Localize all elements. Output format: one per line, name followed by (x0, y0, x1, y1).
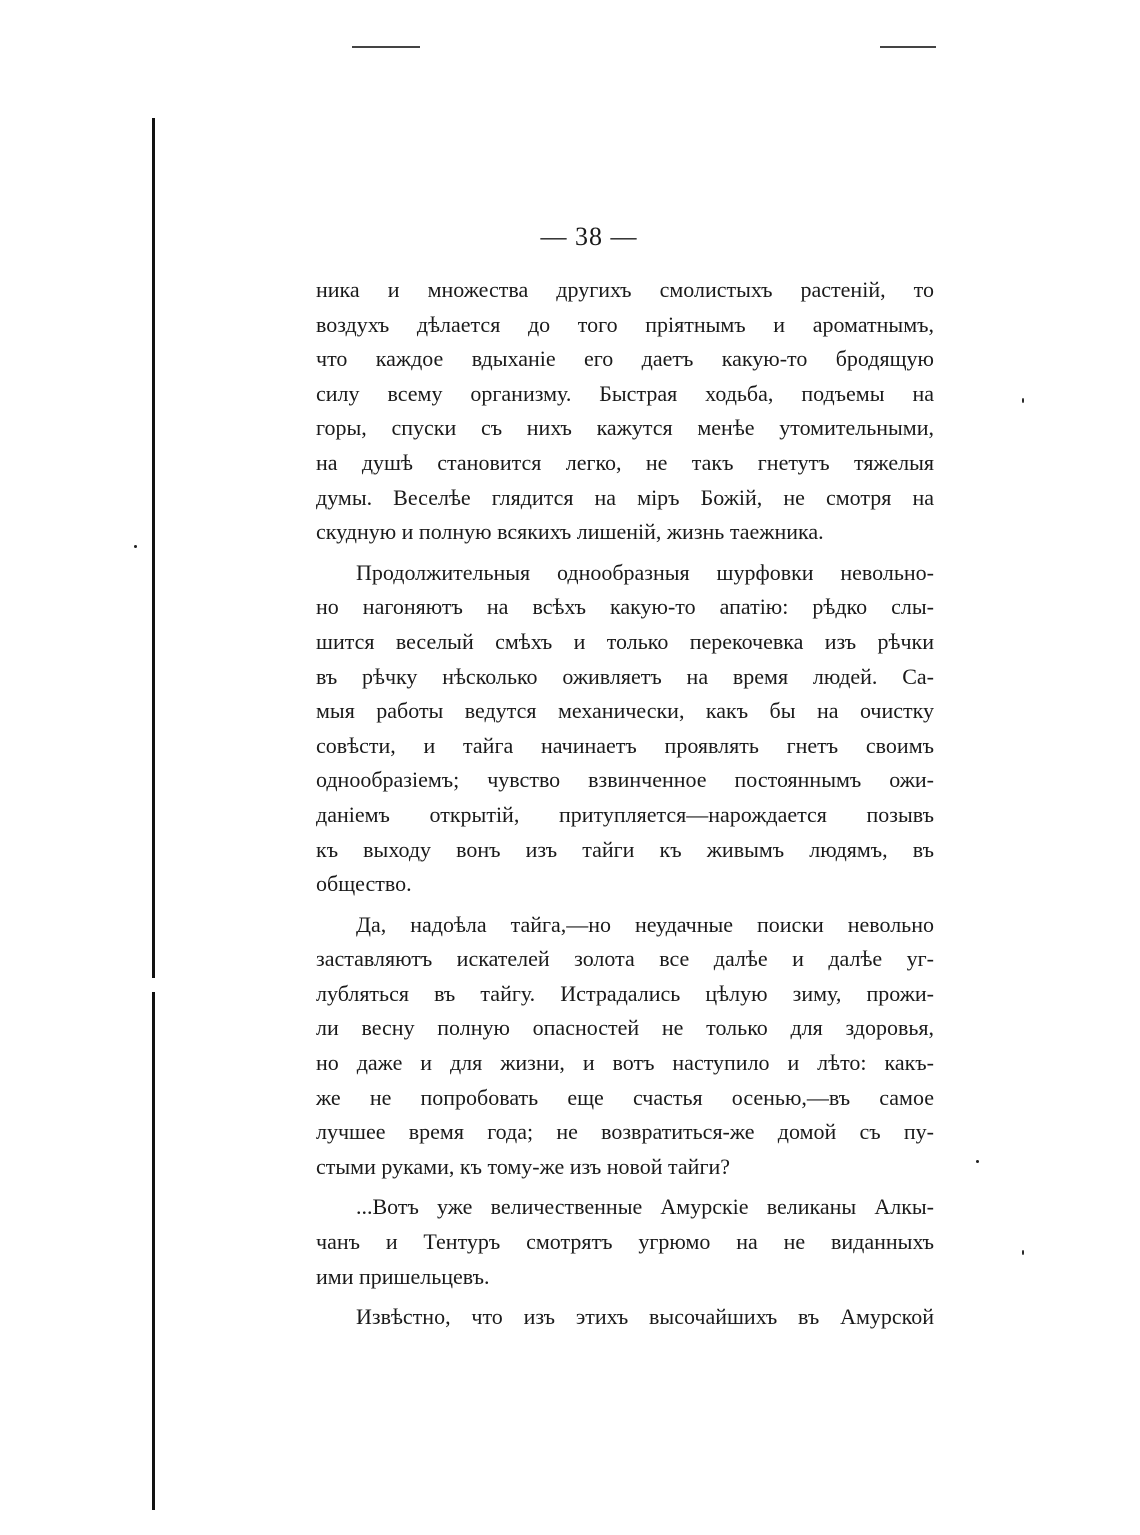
binding-edge-gap (152, 978, 155, 992)
text-line: ...Вотъ уже величественные Амурскіе великаны Алкы- (356, 1194, 934, 1220)
text-line: Продолжительныя однообразныя шурфовки невольно- (356, 559, 934, 585)
paragraph (316, 908, 934, 1185)
text-line: что каждое вдыханіе его даетъ какую-то бродящую (316, 346, 934, 372)
text-line: къ выходу вонъ изъ тайги къ живымъ людямъ, въ (316, 836, 934, 862)
text-line: Извѣстно, что изъ этихъ высочайшихъ въ Амурской (356, 1304, 934, 1330)
text-line: скудную и полную всякихъ лишеній, жизнь таежника. (316, 519, 824, 545)
page-number-label: — 38 — (540, 222, 638, 251)
paragraph (316, 1190, 934, 1294)
text-line: же не попробовать еще счастья осенью,—въ самое (316, 1084, 934, 1110)
scan-speck (1022, 1250, 1024, 1255)
text-line: силу всему организму. Быстрая ходьба, подъемы на (316, 380, 934, 406)
text-line: на душѣ становится легко, не такъ гнетутъ тяжелыя (316, 449, 934, 475)
text-line: Да, надоѣла тайга,—но неудачные поиски невольно (356, 911, 934, 937)
top-scan-mark-left (352, 46, 420, 48)
scan-speck (134, 545, 137, 548)
text-line: однообразіемъ; чувство взвинченное постояннымъ ожи- (316, 767, 934, 793)
text-line: мыя работы ведутся механически, какъ бы на очистку (316, 698, 934, 724)
text-line: совѣсти, и тайга начинаетъ проявлять гнетъ своимъ (316, 732, 934, 758)
text-line: ника и множества другихъ смолистыхъ растеній, то (316, 277, 934, 302)
text-line: чанъ и Тентуръ смотрятъ угрюмо на не виданныхъ (316, 1229, 934, 1255)
text-line: но нагоняютъ на всѣхъ какую-то апатію: рѣдко слы- (316, 594, 934, 620)
scan-speck (1022, 398, 1024, 403)
text-line: общество. (316, 871, 412, 897)
text-line: заставляютъ искателей золота все далѣе и далѣе уг- (316, 946, 934, 972)
text-line: стыми руками, къ тому-же изъ новой тайги? (316, 1153, 731, 1179)
top-scan-mark-right (880, 46, 936, 48)
paragraph (316, 556, 934, 902)
scan-speck (976, 1160, 979, 1163)
text-line: даніемъ открытій, притупляется—нарождается позывъ (316, 801, 934, 827)
text-line: въ рѣчку нѣсколько оживляетъ на время людей. Са- (316, 663, 934, 689)
paragraph (316, 1300, 934, 1335)
text-line: лубляться въ тайгу. Истрадались цѣлую зиму, прожи- (316, 980, 934, 1006)
text-line: воздухъ дѣлается до того пріятнымъ и ароматнымъ, (316, 311, 934, 337)
text-line: шится веселый смѣхъ и только перекочевка изъ рѣчки (316, 628, 934, 654)
page-number (0, 222, 1140, 252)
text-line: лучшее время года; не возвратиться-же домой съ пу- (316, 1119, 934, 1145)
text-line: думы. Веселѣе глядится на міръ Божій, не смотря на (316, 484, 934, 510)
text-line: ими пришельцевъ. (316, 1263, 490, 1289)
paragraph (316, 273, 934, 550)
text-line: ли весну полную опасностей не только для здоровья, (316, 1015, 934, 1041)
text-line: горы, спуски съ нихъ кажутся менѣе утомительными, (316, 415, 934, 441)
body-text (316, 273, 934, 1335)
binding-edge-line (152, 118, 155, 1510)
text-line: но даже и для жизни, и вотъ наступило и лѣто: какъ- (316, 1050, 934, 1076)
